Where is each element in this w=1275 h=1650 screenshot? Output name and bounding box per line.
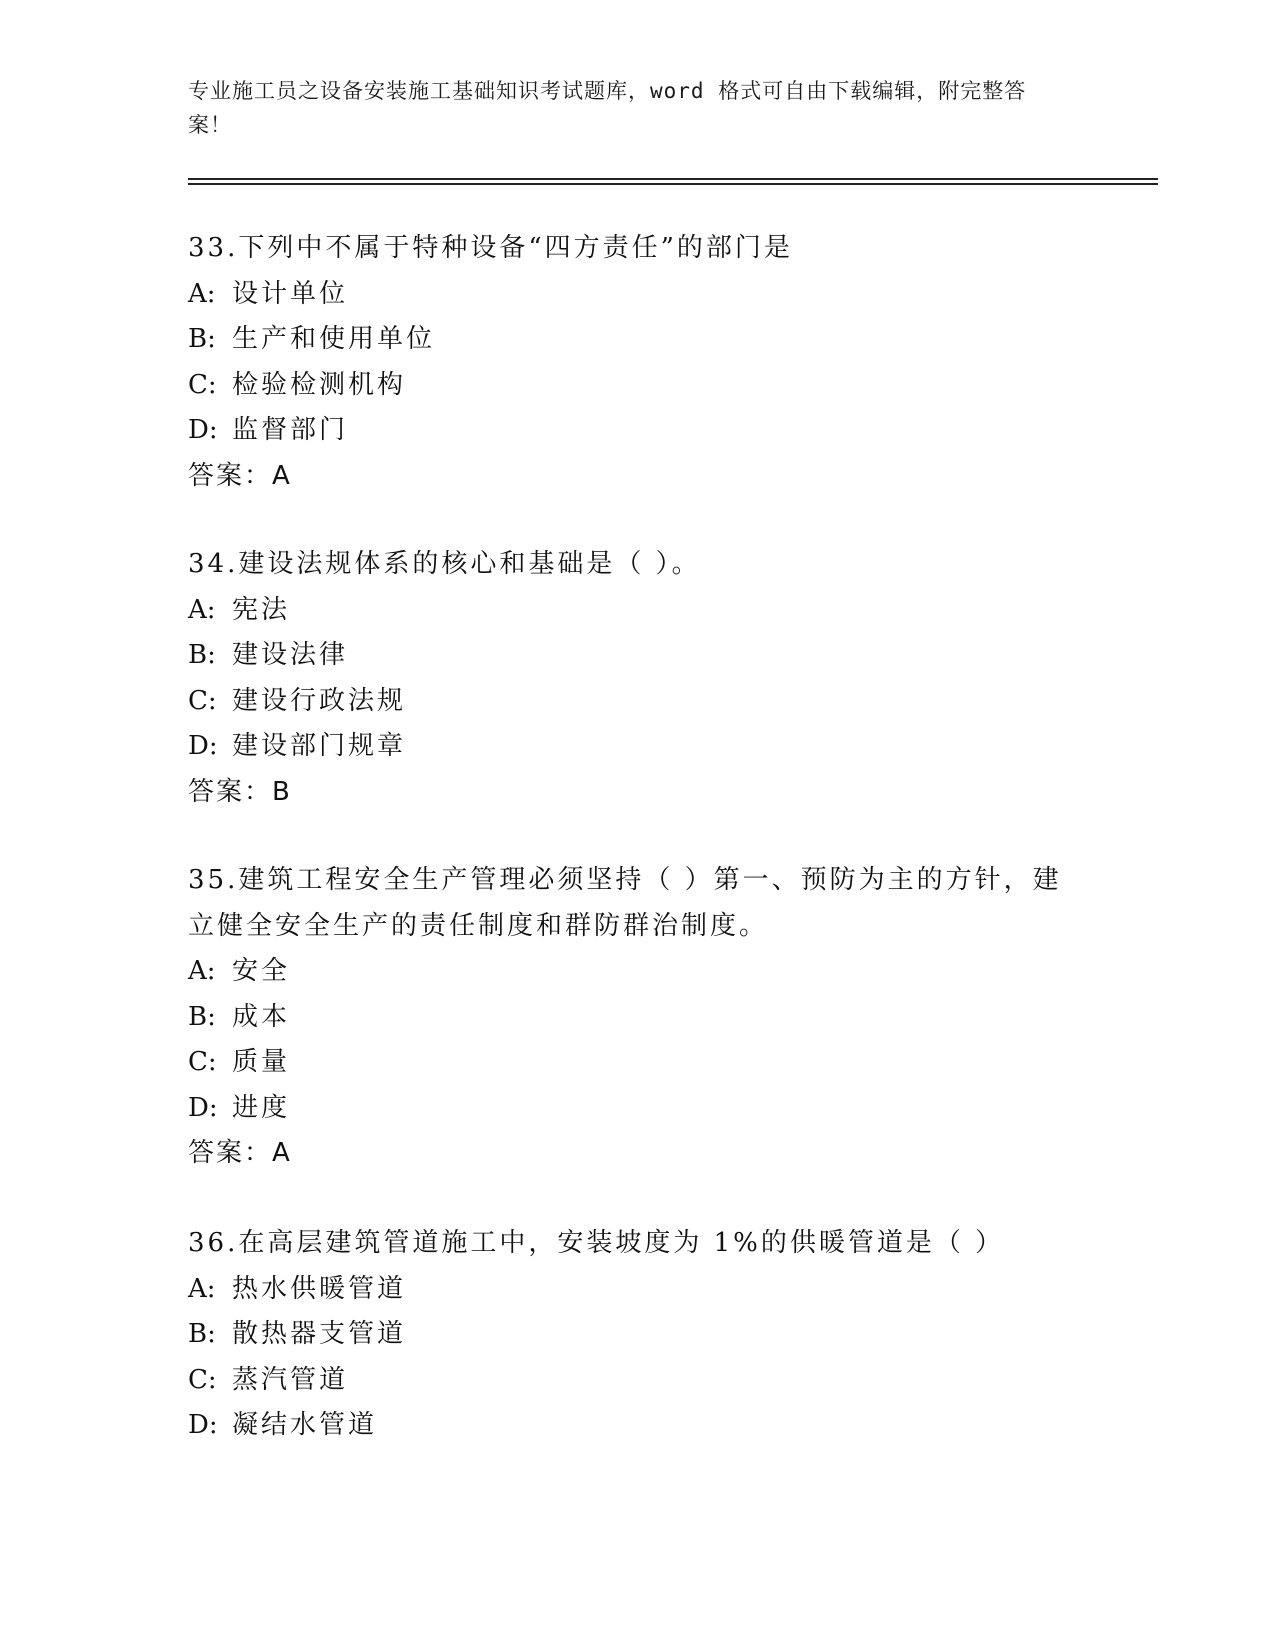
- header-divider-bottom: [188, 183, 1158, 185]
- option-a: [188, 588, 1088, 634]
- option-b: [188, 633, 1088, 679]
- option-letter: B:: [188, 1319, 216, 1349]
- option-text: 热水供暖管道: [232, 1273, 407, 1304]
- question-text: 33.下列中不属于特种设备“四方责任”的部门是: [188, 233, 793, 263]
- question-35: [188, 858, 1088, 1177]
- option-b: [188, 1312, 1088, 1358]
- option-d: [188, 724, 1088, 770]
- option-letter: A:: [188, 278, 216, 309]
- option-text: 生产和使用单位: [232, 324, 436, 354]
- option-letter: A:: [188, 956, 216, 986]
- option-text: 建设行政法规: [232, 685, 407, 716]
- option-text: 凝结水管道: [232, 1410, 378, 1440]
- option-d: [188, 1086, 1088, 1132]
- question-34: [188, 542, 1088, 815]
- option-text: 蒸汽管道: [232, 1364, 349, 1395]
- option-text: 建设部门规章: [232, 731, 407, 761]
- question-text: 36.在高层建筑管道施工中，安装坡度为 1%的供暖管道是（ ）: [188, 1228, 1005, 1258]
- option-letter: A:: [188, 1273, 216, 1304]
- question-33: [188, 226, 1088, 499]
- option-a: [188, 949, 1088, 995]
- option-text: 安全: [232, 956, 291, 986]
- option-text: 宪法: [232, 594, 291, 625]
- option-b: [188, 995, 1088, 1041]
- question-36: [188, 1221, 1088, 1449]
- option-letter: C:: [188, 685, 217, 716]
- question-text: 34.建设法规体系的核心和基础是（ ）。: [188, 549, 701, 579]
- option-a: [188, 1267, 1088, 1313]
- option-text: 进度: [232, 1092, 291, 1123]
- answer-line: 答案：B: [188, 776, 292, 807]
- option-text: 检验检测机构: [232, 369, 407, 400]
- option-text: 建设法律: [232, 640, 349, 670]
- option-letter: B:: [188, 1001, 216, 1032]
- option-b: [188, 317, 1088, 363]
- option-d: [188, 408, 1088, 454]
- option-c: [188, 1358, 1088, 1404]
- option-d: [188, 1403, 1088, 1449]
- option-text: 设计单位: [232, 278, 349, 309]
- option-letter: C:: [188, 1364, 217, 1395]
- option-text: 质量: [232, 1047, 291, 1077]
- option-letter: D:: [188, 1092, 218, 1123]
- option-letter: D:: [188, 731, 218, 761]
- header-divider-top: [188, 178, 1158, 180]
- option-letter: A:: [188, 594, 216, 625]
- option-text: 成本: [232, 1001, 291, 1032]
- option-letter: D:: [188, 1410, 218, 1440]
- option-letter: B:: [188, 324, 216, 354]
- option-letter: C:: [188, 1047, 217, 1077]
- option-letter: C:: [188, 369, 217, 400]
- document-header: 专业施工员之设备安装施工基础知识考试题库，word 格式可自由下载编辑，附完整答案！: [188, 79, 1027, 137]
- option-a: [188, 272, 1088, 318]
- option-letter: B:: [188, 640, 216, 670]
- option-letter: D:: [188, 415, 218, 445]
- question-text-line-2: 立健全安全生产的责任制度和群防群治制度。: [188, 910, 769, 941]
- answer-line: 答案：A: [188, 1138, 292, 1168]
- option-text: 监督部门: [232, 415, 349, 445]
- option-c: [188, 363, 1088, 409]
- question-text-line-1: 35.建筑工程安全生产管理必须坚持（ ）第一、预防为主的方针，建: [188, 865, 1062, 895]
- option-text: 散热器支管道: [232, 1319, 407, 1349]
- option-c: [188, 1040, 1088, 1086]
- option-c: [188, 679, 1088, 725]
- answer-line: 答案：A: [188, 460, 292, 491]
